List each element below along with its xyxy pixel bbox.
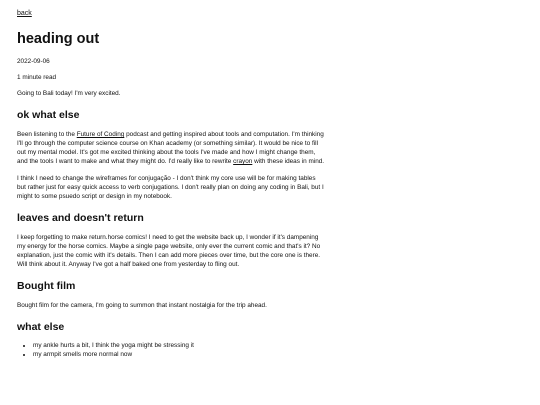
paragraph-return-horse: I keep forgetting to make return.horse comics! I need to get the website back up, I wonder if it's dampening my energy for the horse comics. Maybe a single page website, only ever the current comic and that's it? No explanation, just the comic with it's details. Then I can add more pieces over time, but the core one is there. Will think about it. Anyway I've got a half baked one from yesterday to fling out. [17,234,321,268]
read-time: 1 minute read [17,74,57,81]
section-heading-ok-what-else: ok what else [17,109,80,121]
crayon-link[interactable]: crayon [233,158,253,165]
list-item: • my ankle hurts a bit, I think the yoga might be stressing it [33,341,325,350]
paragraph-text: Been listening to the [17,131,77,138]
section-heading-leaves: leaves and doesn't return [17,212,144,224]
paragraph-text: with these ideas in mind. [252,158,325,165]
post-intro: Going to Bali today! I'm very excited. [17,90,121,97]
paragraph-future-of-coding [17,130,325,166]
paragraph-bought-film: Bought film for the camera, I'm going to summon that instant nostalgia for the trip ahead. [17,302,267,309]
paragraph-text: podcast and getting inspired about tools and computation. I'm thinking I'll go through the computer science course on Khan academy (or something similar). It would be nice to fill out my mental model. It's got me excited thinking about the tools I've made and how I might change them, and the tools I want to make and what they might do. I'd really like to rewrite [17,131,324,165]
future-of-coding-link[interactable]: Future of Coding [76,131,125,138]
post-date: 2022-09-06 [17,58,50,65]
what-else-list [17,341,325,359]
section-heading-bought-film: Bought film [17,280,76,292]
list-item: • my armpit smells more normal now [33,350,325,359]
post-title: heading out [17,31,100,47]
post-content [17,9,325,359]
back-link[interactable]: back [17,10,32,17]
paragraph-conjugacao: I think I need to change the wireframes for conjugação - I don't think my core use will be for making tables but rather just for easy quick access to verb conjugations. I don't really plan on doing any coding in Bali, but I might to some psuedo script or design in my notebook. [17,175,324,200]
section-heading-what-else: what else [17,321,65,333]
